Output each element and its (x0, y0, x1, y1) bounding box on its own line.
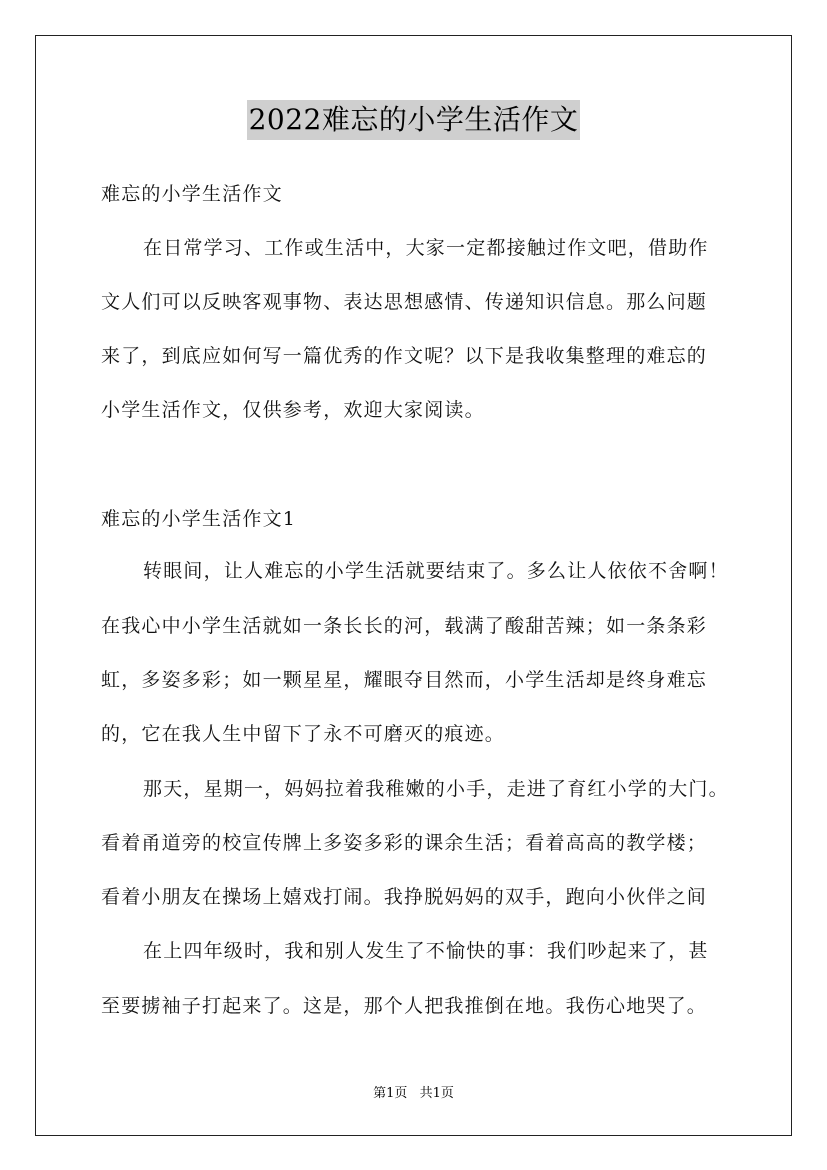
text-line: 至要掳袖子打起来了。这是，那个人把我推倒在地。我伤心地哭了。 (101, 995, 708, 1017)
text-line: 看着甬道旁的校宣传牌上多姿多彩的课余生活；看着高高的教学楼； (101, 832, 708, 854)
text-line: 难忘的小学生活作文1 (101, 508, 297, 530)
text-line: 转眼间，让人难忘的小学生活就要结束了。多么让人依依不舍啊！ (143, 560, 729, 582)
page-number: 第1页 (373, 1086, 408, 1101)
text-line: 看着小朋友在操场上嬉戏打闹。我挣脱妈妈的双手，跑向小伙伴之间 (101, 886, 708, 908)
title-wrap (0, 100, 827, 140)
page-footer (0, 1082, 827, 1101)
text-line: 来了，到底应如何写一篇优秀的作文呢？以下是我收集整理的难忘的 (101, 345, 708, 367)
text-line: 的，它在我人生中留下了永不可磨灭的痕迹。 (101, 723, 506, 745)
text-line: 文人们可以反映客观事物、表达思想感情、传递知识信息。那么问题 (101, 291, 708, 313)
text-line: 在日常学习、工作或生活中，大家一定都接触过作文吧，借助作 (143, 237, 709, 259)
document-title: 2022难忘的小学生活作文 (247, 100, 581, 140)
text-line: 那天，星期一，妈妈拉着我稚嫩的小手，走进了育红小学的大门。 (143, 778, 729, 800)
text-line: 小学生活作文，仅供参考，欢迎大家阅读。 (101, 399, 485, 421)
text-line: 虹，多姿多彩；如一颗星星，耀眼夺目然而，小学生活却是终身难忘 (101, 669, 708, 691)
text-line: 难忘的小学生活作文 (101, 183, 283, 205)
page-total: 共1页 (419, 1086, 454, 1101)
text-line: 在我心中小学生活就如一条长长的河，载满了酸甜苦辣；如一条条彩 (101, 615, 708, 637)
text-line: 在上四年级时，我和别人发生了不愉快的事：我们吵起来了，甚 (143, 940, 709, 962)
